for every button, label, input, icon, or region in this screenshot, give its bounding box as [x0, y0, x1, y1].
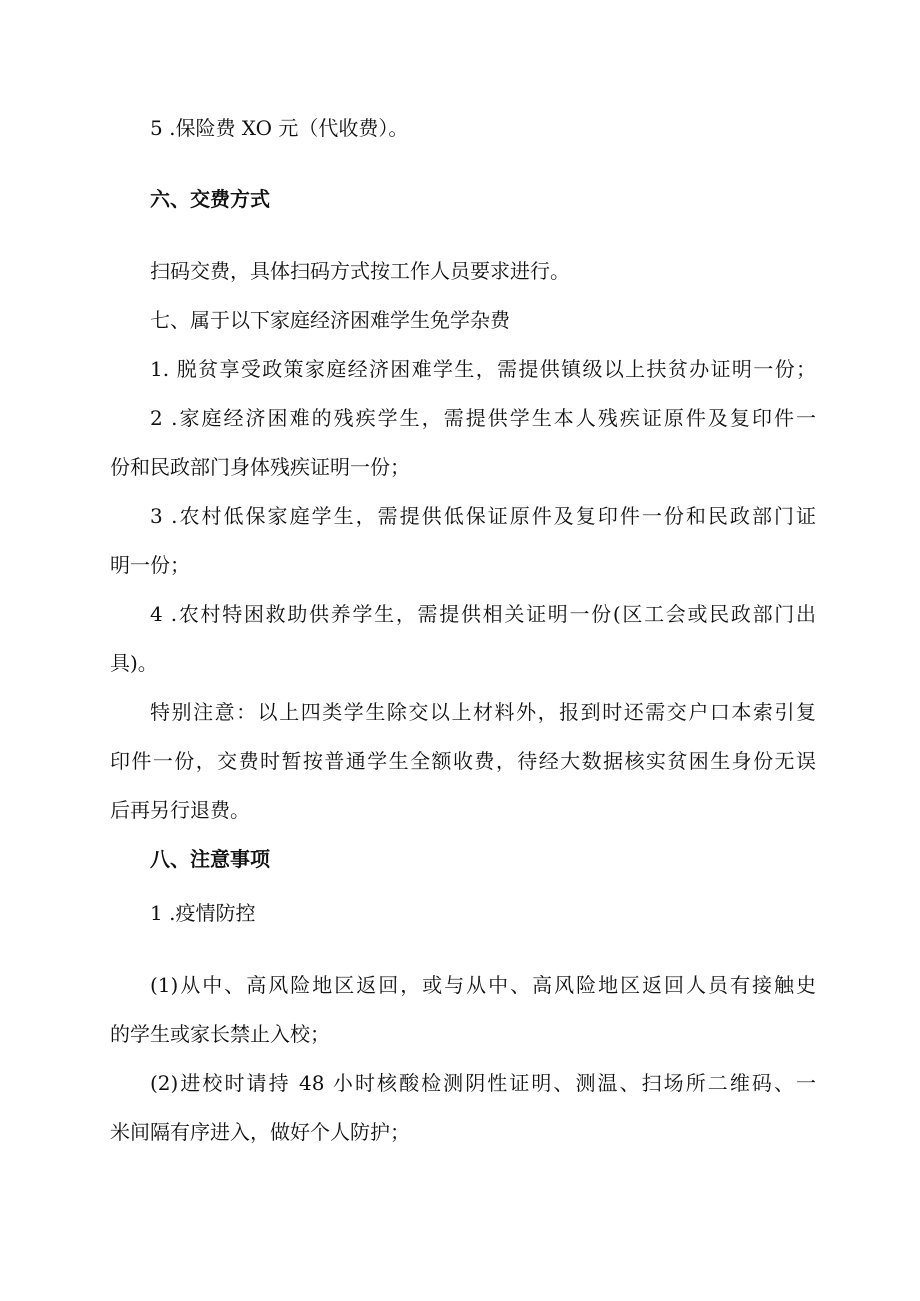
section-7-item-4-line-1: 4 .农村特困救助供养学生，需提供相关证明一份(区工会或民政部门出	[150, 602, 816, 626]
section-6-body: 扫码交费，具体扫码方式按工作人员要求进行。	[150, 259, 570, 283]
special-note-line-1: 特别注意：以上四类学生除交以上材料外，报到时还需交户口本索引复	[150, 700, 816, 724]
section-6-heading: 六、交费方式	[150, 187, 270, 211]
section-7-item-1: 1. 脱贫享受政策家庭经济困难学生，需提供镇级以上扶贫办证明一份；	[150, 357, 816, 381]
section-8-point-2-line-1: (2)进校时请持 48 小时核酸检测阴性证明、测温、扫场所二维码、一	[150, 1071, 816, 1095]
section-7-item-2-line-2: 份和民政部门身体残疾证明一份；	[110, 455, 410, 479]
section-8-heading: 八、注意事项	[150, 847, 270, 871]
section-7-item-3-line-2: 明一份；	[110, 553, 190, 577]
section-8-point-1-line-2: 的学生或家长禁止入校；	[110, 1022, 330, 1046]
section-7-item-4-line-2: 具)。	[110, 651, 158, 675]
section-8-subsection-1: 1 .疫情防控	[150, 901, 256, 925]
section-7-item-3-line-1: 3 .农村低保家庭学生，需提供低保证原件及复印件一份和民政部门证	[150, 504, 816, 528]
insurance-fee-item: 5 .保险费 XO 元（代收费）。	[150, 116, 409, 140]
section-7-item-2-line-1: 2 .家庭经济困难的残疾学生，需提供学生本人残疾证原件及复印件一	[150, 406, 816, 430]
special-note-line-2: 印件一份，交费时暂按普通学生全额收费，待经大数据核实贫困生身份无误	[110, 749, 816, 773]
special-note-line-3: 后再另行退费。	[110, 798, 250, 822]
section-8-point-1-line-1: (1)从中、高风险地区返回，或与从中、高风险地区返回人员有接触史	[150, 973, 816, 997]
section-8-point-2-line-2: 米间隔有序进入，做好个人防护；	[110, 1120, 410, 1144]
section-7-heading: 七、属于以下家庭经济困难学生免学杂费	[150, 308, 510, 332]
